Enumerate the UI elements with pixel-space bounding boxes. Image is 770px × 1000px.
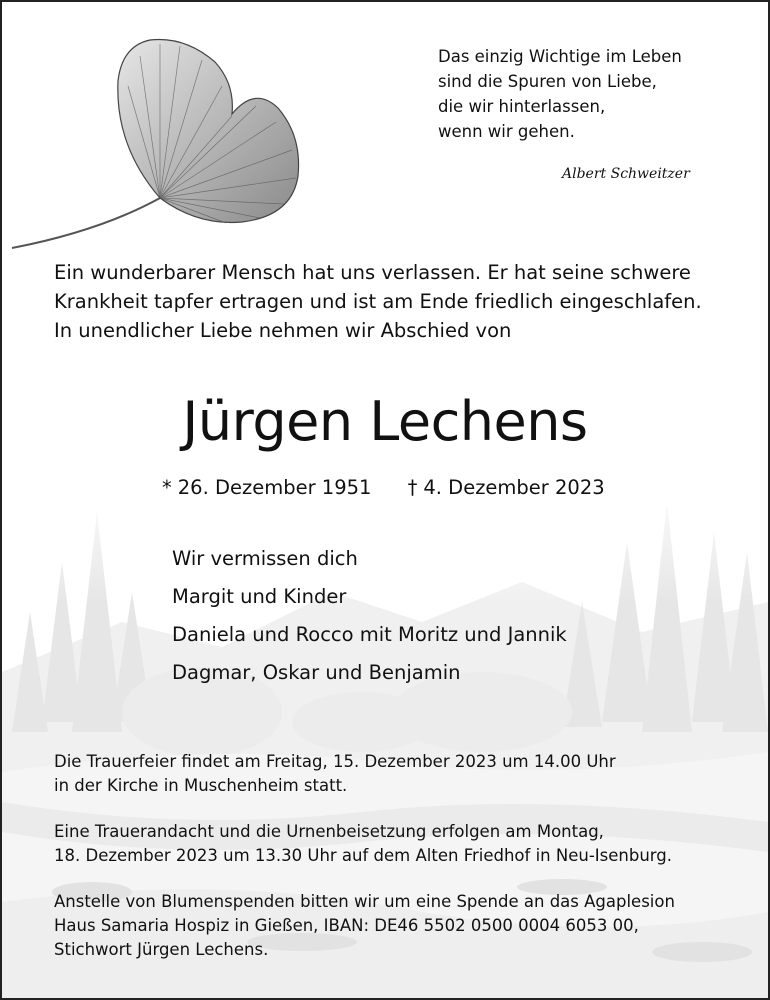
deceased-name: Jürgen Lechens (182, 390, 588, 453)
mourners-list (172, 540, 732, 692)
info-line: 18. Dezember 2023 um 13.30 Uhr auf dem Alten Friedhof in Neu-Isenburg. (54, 846, 672, 865)
death-cross-icon: † (407, 476, 418, 499)
quote (438, 44, 738, 144)
life-dates (162, 476, 662, 499)
mourner-line: Dagmar, Oskar und Benjamin (172, 661, 461, 684)
donation-info (54, 890, 754, 962)
info-line: Eine Trauerandacht und die Urnenbeisetzung erfolgen am Montag, (54, 822, 604, 841)
funeral-service-info (54, 750, 754, 798)
intro-line: Krankheit tapfer ertragen und ist am Ende friedlich eingeschlafen. (54, 290, 702, 313)
info-line: in der Kirche in Muschenheim statt. (54, 776, 348, 795)
mourner-line: Margit und Kinder (172, 585, 347, 608)
ginkgo-leaf-image (10, 26, 310, 256)
mourner-line: Daniela und Rocco mit Moritz und Jannik (172, 623, 567, 646)
death-date-group (408, 476, 605, 499)
quote-line: Das einzig Wichtige im Leben (438, 47, 682, 66)
info-line: Die Trauerfeier findet am Freitag, 15. Dezember 2023 um 14.00 Uhr (54, 752, 616, 771)
quote-line: die wir hinterlassen, (438, 97, 606, 116)
urn-burial-info (54, 820, 754, 868)
mourner-line: Wir vermissen dich (172, 547, 358, 570)
birth-date-group (162, 476, 371, 499)
quote-line: wenn wir gehen. (438, 122, 575, 141)
birth-date: 26. Dezember 1951 (177, 476, 372, 499)
info-line: Stichwort Jürgen Lechens. (54, 940, 269, 959)
intro-line: Ein wunderbarer Mensch hat uns verlassen. Er hat seine schwere (54, 261, 691, 284)
intro-text (54, 258, 754, 345)
info-line: Anstelle von Blumenspenden bitten wir um eine Spende an das Agaplesion (54, 892, 675, 911)
quote-line: sind die Spuren von Liebe, (438, 72, 657, 91)
birth-star-icon: * (162, 476, 172, 499)
quote-author: Albert Schweitzer (562, 166, 690, 182)
info-line: Haus Samaria Hospiz in Gießen, IBAN: DE46 5502 0500 0004 6053 00, (54, 916, 639, 935)
death-date: 4. Dezember 2023 (423, 476, 605, 499)
intro-line: In unendlicher Liebe nehmen wir Abschied von (54, 319, 512, 342)
